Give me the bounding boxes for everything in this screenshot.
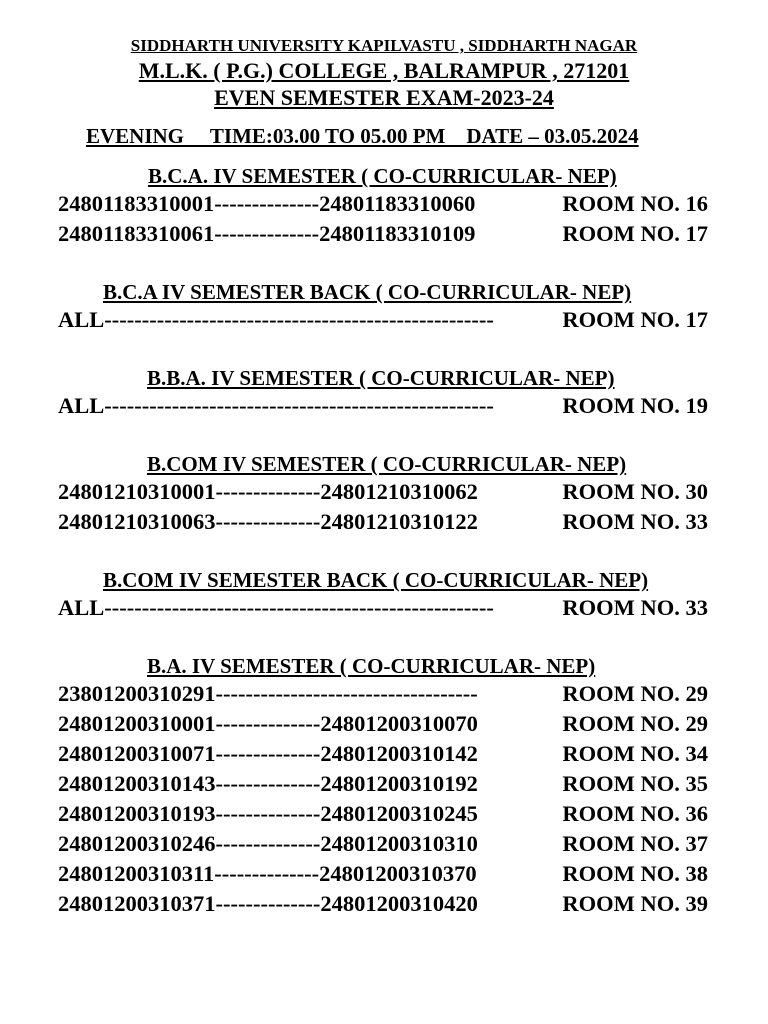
table-row xyxy=(58,595,708,623)
room-number: ROOM NO. 16 xyxy=(562,191,708,216)
roll-range: 24801183310061--------------24801183310109 xyxy=(58,221,476,246)
table-row xyxy=(58,191,708,219)
section-title-bba: B.B.A. IV SEMESTER ( CO-CURRICULAR- NEP) xyxy=(147,366,615,390)
roll-range: 24801200310143--------------24801200310192 xyxy=(58,771,478,796)
roll-range: ALL---------------------------------------------------- xyxy=(58,393,494,418)
table-row xyxy=(58,307,708,335)
room-number: ROOM NO. 37 xyxy=(562,831,708,856)
room-number: ROOM NO. 33 xyxy=(562,509,708,534)
section-title-ba: B.A. IV SEMESTER ( CO-CURRICULAR- NEP) xyxy=(147,654,596,678)
table-row xyxy=(58,741,708,769)
roll-range: 24801210310001--------------24801210310062 xyxy=(58,479,478,504)
room-number: ROOM NO. 36 xyxy=(562,801,708,826)
table-row xyxy=(58,681,708,709)
roll-range: 24801200310071--------------24801200310142 xyxy=(58,741,478,766)
section-title-bca-back: B.C.A IV SEMESTER BACK ( CO-CURRICULAR- NEP) xyxy=(103,280,632,304)
room-number: ROOM NO. 35 xyxy=(562,771,708,796)
table-row xyxy=(58,801,708,829)
room-number: ROOM NO. 34 xyxy=(562,741,708,766)
roll-range: 24801200310193--------------24801200310245 xyxy=(58,801,478,826)
table-row xyxy=(58,393,708,421)
section-title-bcom-back: B.COM IV SEMESTER BACK ( CO-CURRICULAR- NEP) xyxy=(103,568,649,592)
room-number: ROOM NO. 29 xyxy=(562,711,708,736)
room-number: ROOM NO. 33 xyxy=(562,595,708,620)
room-number: ROOM NO. 38 xyxy=(562,861,708,886)
roll-range: 24801200310311--------------24801200310370 xyxy=(58,861,477,886)
table-row xyxy=(58,711,708,739)
room-number: ROOM NO. 39 xyxy=(562,891,708,916)
room-number: ROOM NO. 29 xyxy=(562,681,708,706)
room-number: ROOM NO. 17 xyxy=(562,307,708,332)
session-info: EVENING TIME:03.00 TO 05.00 PM DATE – 03.05.2024 xyxy=(86,124,639,148)
section-title-bcom: B.COM IV SEMESTER ( CO-CURRICULAR- NEP) xyxy=(147,452,627,476)
roll-range: 24801200310246--------------24801200310310 xyxy=(58,831,478,856)
roll-range: 24801183310001--------------24801183310060 xyxy=(58,191,476,216)
roll-range: 24801200310001--------------24801200310070 xyxy=(58,711,478,736)
table-row xyxy=(58,861,708,889)
roll-range: 23801200310291----------------------------------- xyxy=(58,681,478,706)
roll-range: 24801210310063--------------24801210310122 xyxy=(58,509,478,534)
roll-range: ALL---------------------------------------------------- xyxy=(58,307,494,332)
table-row xyxy=(58,221,708,249)
exam-title: EVEN SEMESTER EXAM-2023-24 xyxy=(214,85,554,110)
room-number: ROOM NO. 19 xyxy=(562,393,708,418)
room-number: ROOM NO. 17 xyxy=(562,221,708,246)
table-row xyxy=(58,891,708,919)
room-number: ROOM NO. 30 xyxy=(562,479,708,504)
university-name: SIDDHARTH UNIVERSITY KAPILVASTU , SIDDHARTH NAGAR xyxy=(130,36,638,55)
table-row xyxy=(58,771,708,799)
roll-range: 24801200310371--------------24801200310420 xyxy=(58,891,478,916)
college-name: M.L.K. ( P.G.) COLLEGE , BALRAMPUR , 271201 xyxy=(138,58,630,83)
section-title-bca: B.C.A. IV SEMESTER ( CO-CURRICULAR- NEP) xyxy=(148,164,617,188)
table-row xyxy=(58,479,708,507)
table-row xyxy=(58,831,708,859)
roll-range: ALL---------------------------------------------------- xyxy=(58,595,494,620)
table-row xyxy=(58,509,708,537)
